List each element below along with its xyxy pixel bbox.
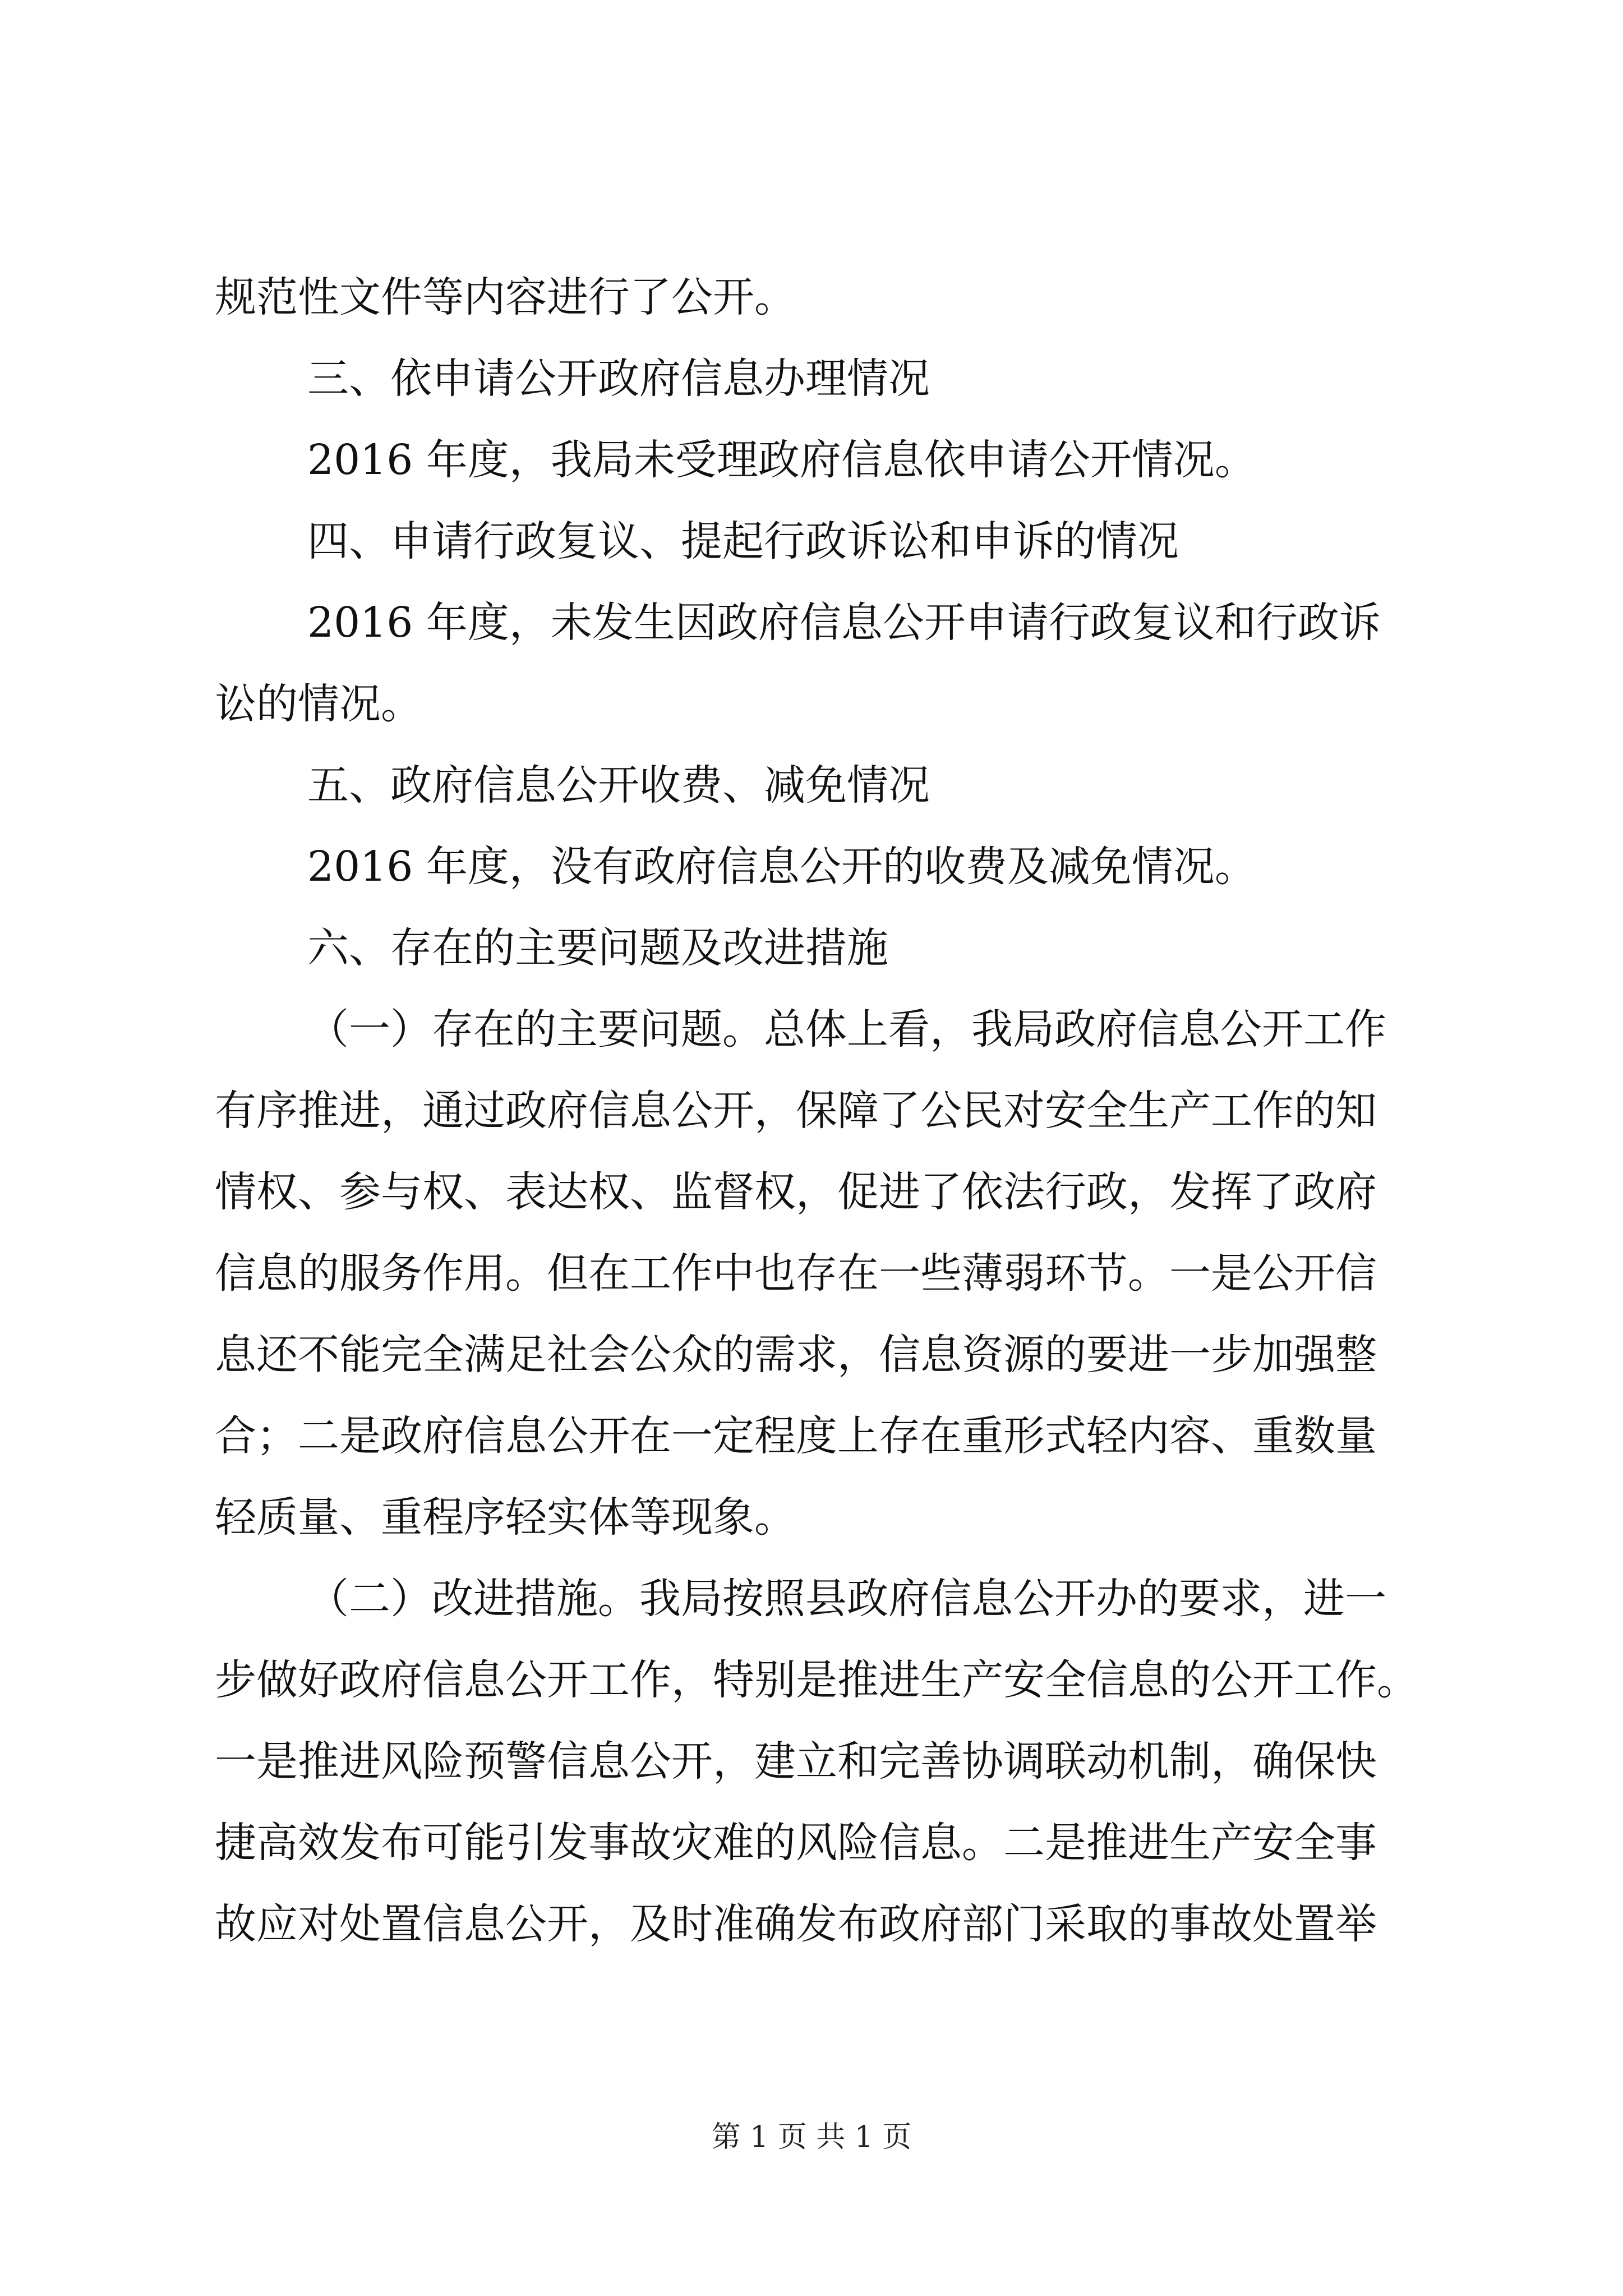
body-line: 有序推进，通过政府信息公开，保障了公民对安全生产工作的知 <box>215 1087 1377 1135</box>
body-line: 信息的服务作用。但在工作中也存在一些薄弱环节。一是公开信 <box>215 1249 1377 1297</box>
body-line: 故应对处置信息公开，及时准确发布政府部门采取的事故处置举 <box>215 1900 1377 1948</box>
body-line: （二）改进措施。我局按照县政府信息公开办的要求，进一 <box>307 1575 1386 1623</box>
section-heading-6: 六、存在的主要问题及改进措施 <box>307 924 888 972</box>
body-line: 一是推进风险预警信息公开，建立和完善协调联动机制，确保快 <box>215 1737 1377 1786</box>
section-heading-5: 五、政府信息公开收费、减免情况 <box>307 761 930 809</box>
body-line: （一）存在的主要问题。总体上看，我局政府信息公开工作 <box>307 1005 1386 1053</box>
body-line: 捷高效发布可能引发事故灾难的风险信息。二是推进生产安全事 <box>215 1819 1377 1867</box>
body-line: 2016 年度，没有政府信息公开的收费及减免情况。 <box>307 843 1256 891</box>
body-line: 息还不能完全满足社会公众的需求，信息资源的要进一步加强整 <box>215 1331 1377 1379</box>
body-line: 步做好政府信息公开工作，特别是推进生产安全信息的公开工作。 <box>215 1656 1418 1704</box>
page-number: 第 1 页 共 1 页 <box>711 2120 912 2154</box>
body-line: 轻质量、重程序轻实体等现象。 <box>215 1493 796 1542</box>
body-line: 讼的情况。 <box>215 680 422 728</box>
section-heading-3: 三、依申请公开政府信息办理情况 <box>307 355 930 403</box>
body-line: 规范性文件等内容进行了公开。 <box>215 273 796 321</box>
body-line: 合；二是政府信息公开在一定程度上存在重形式轻内容、重数量 <box>215 1412 1377 1460</box>
body-line: 情权、参与权、表达权、监督权，促进了依法行政，发挥了政府 <box>215 1168 1377 1216</box>
section-heading-4: 四、申请行政复议、提起行政诉讼和申诉的情况 <box>307 517 1179 565</box>
body-line: 2016 年度，我局未受理政府信息依申请公开情况。 <box>307 436 1256 484</box>
body-line: 2016 年度，未发生因政府信息公开申请行政复议和行政诉 <box>307 599 1381 647</box>
